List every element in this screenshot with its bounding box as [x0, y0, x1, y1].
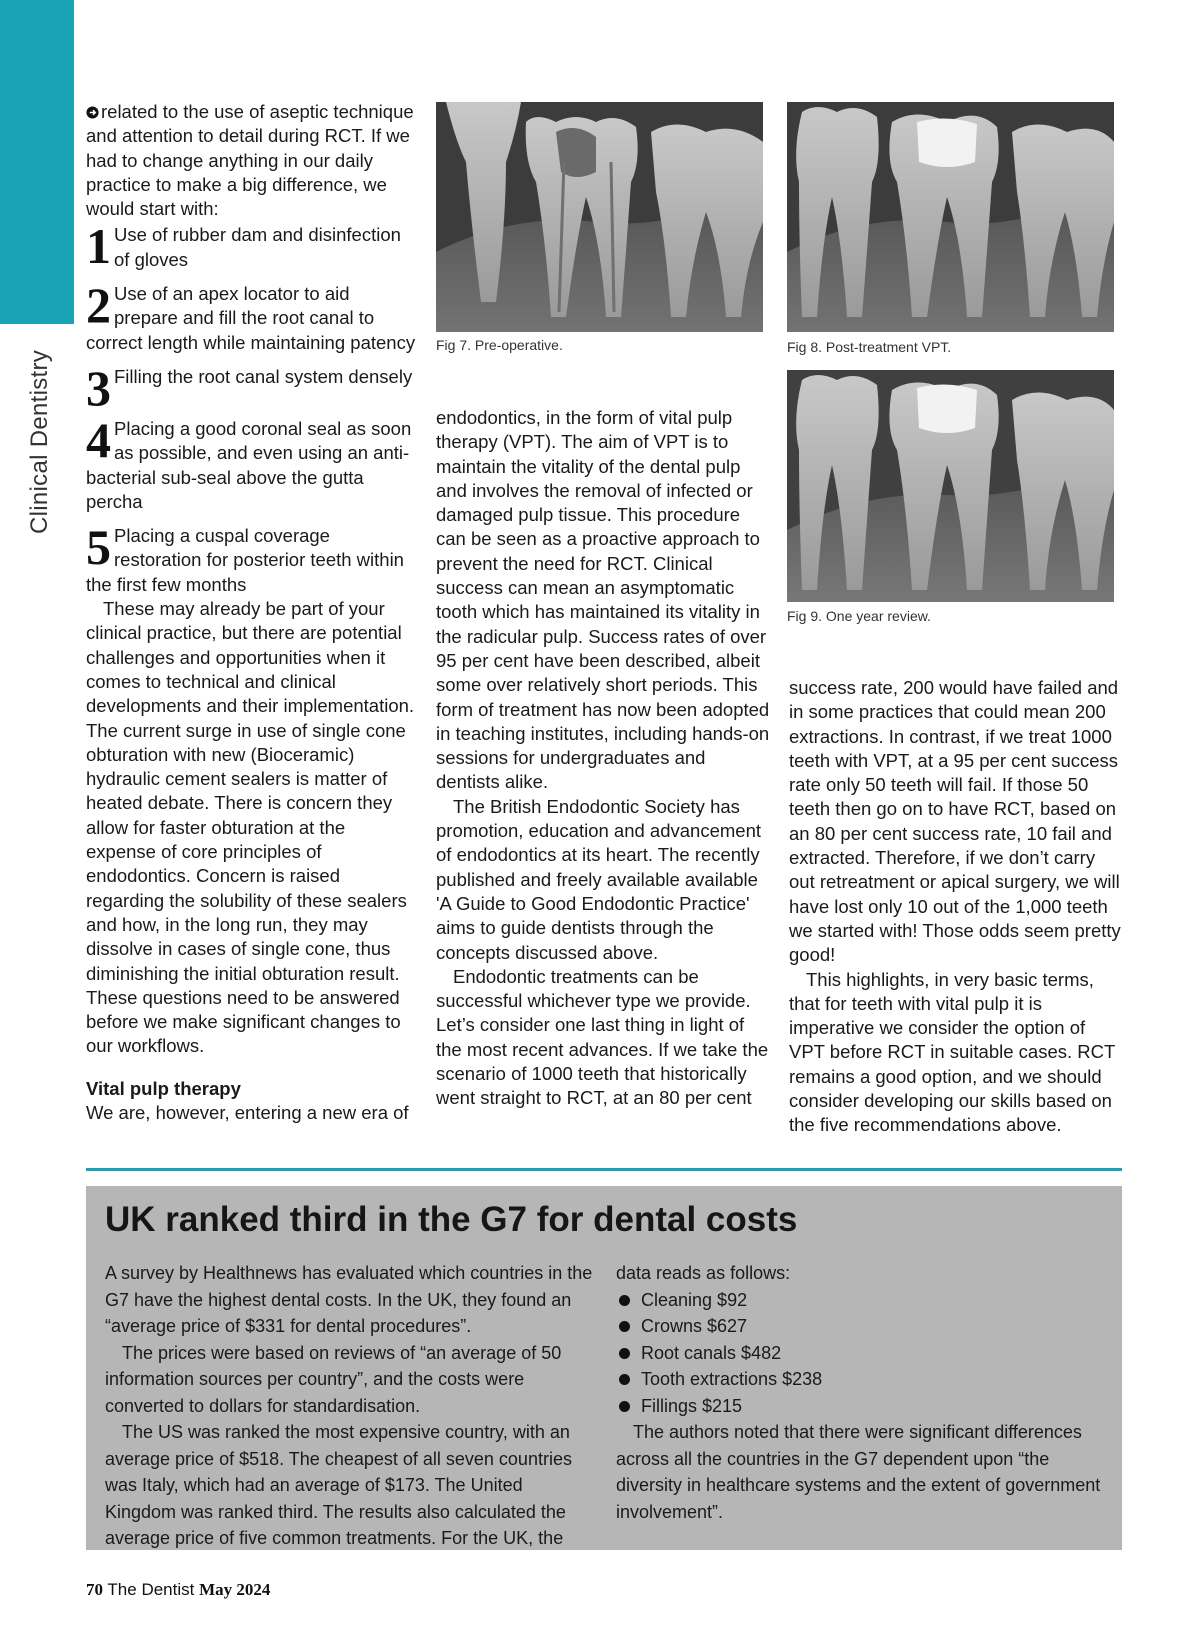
body-paragraph: data reads as follows: — [616, 1263, 791, 1283]
list-item: Root canals $482 — [616, 1340, 1106, 1367]
recommendation-item: 4 Placing a good coronal seal as soon as possible, and even using an anti-bacterial sub-seal above the gutta percha — [86, 411, 412, 512]
body-paragraph: The authors noted that there were significant differences across all the countries in the G7 dependent upon “the diversity in healthcare systems and the extent of government involvement”. — [616, 1422, 1101, 1522]
item-number: 5 — [86, 519, 111, 576]
body-paragraph: Endodontic treatments can be successful whichever type we provide. Let’s consider one last thing in light of the most recent advances. If we take the scenario of 1000 teeth that historically went straight to RCT, at an 80 per cent — [436, 965, 769, 1109]
figure-caption: Fig 9. One year review. — [787, 608, 931, 624]
item-number: 3 — [86, 359, 111, 416]
recommendation-item: 2 Use of an apex locator to aid prepare and fill the root canal to correct length while maintaining patency — [86, 277, 416, 353]
news-box-title: UK ranked third in the G7 for dental costs — [105, 1200, 798, 1239]
issue-date: May 2024 — [199, 1580, 271, 1599]
item-number: 1 — [86, 218, 111, 275]
body-paragraph: endodontics, in the form of vital pulp therapy (VPT). The aim of VPT is to maintain the vitality of the dental pulp and involves the removal of infected or damaged pulp tissue. This procedure can be seen as a proactive approach to prevent the need for RCT. Clinical success can mean an asymptomatic tooth which has maintained its vitality in the radicular pulp. Success rates of over 95 per cent have been described, albeit some over relatively short periods. This form of treatment has now been adopted in teaching institutes, including hands-on sessions for undergraduates and dentists alike. — [436, 407, 770, 793]
publication-name: The Dentist — [107, 1580, 195, 1599]
body-paragraph: This highlights, in very basic terms, that for teeth with vital pulp it is imperative we consider the option of VPT before RCT in suitable cases. RCT remains a good option, and we should consider developing our skills based on the five recommendations above. — [789, 968, 1115, 1136]
continued-arrow-icon — [86, 106, 99, 119]
figure-caption: Fig 8. Post-treatment VPT. — [787, 339, 952, 355]
recommendation-item: 1 Use of rubber dam and disinfection of gloves — [86, 218, 401, 275]
list-item: Fillings $215 — [616, 1393, 1106, 1420]
figure-caption: Fig 7. Pre-operative. — [436, 337, 563, 353]
news-box-column-1 — [105, 1260, 593, 1552]
body-paragraph: The US was ranked the most expensive country, with an average price of $518. The cheapest of all seven countries was Italy, which had an average of $173. The United Kingdom was ranked third. The results also calculated the average price of five common treatments. For the UK, the — [105, 1422, 572, 1548]
body-paragraph: The British Endodontic Society has promotion, education and advancement of endodontics at its heart. The recently published and freely available available 'A Guide to Good Endodontic Practice' aims to guide dentists through the concepts discussed above. — [436, 795, 761, 963]
article-column-2 — [436, 406, 772, 1111]
news-box — [86, 1186, 1122, 1550]
xray-image-fig7 — [436, 102, 763, 332]
xray-image-fig9 — [787, 370, 1114, 602]
bullet-icon — [619, 1321, 630, 1332]
subheading-vital-pulp-therapy: Vital pulp therapy — [86, 1077, 241, 1099]
body-paragraph: success rate, 200 would have failed and in some practices that could mean 200 extractions. In contrast, if we treat 1000 teeth with VPT, at a 95 per cent success rate only 50 teeth will fail. If those 50 teeth then go on to have RCT, based on an 80 per cent success rate, 10 fail and extracted. Therefore, if we don’t carry out retreatment or apical surgery, we will have lost only 10 out of the 1,000 teeth we started with! Those odds seem pretty good! — [789, 677, 1121, 966]
xray-image-fig8 — [787, 102, 1114, 332]
page-footer — [86, 1580, 270, 1600]
item-number: 4 — [86, 411, 111, 468]
section-label: Clinical Dentistry — [26, 349, 53, 534]
item-number: 2 — [86, 277, 111, 334]
price-list — [616, 1287, 1106, 1420]
bullet-icon — [619, 1295, 630, 1306]
recommendation-item: 3 Filling the root canal system densely — [86, 359, 413, 416]
article-column-3 — [789, 676, 1121, 1138]
body-paragraph: The prices were based on reviews of “an average of 50 information sources per country”, and the costs were converted to dollars for standardisation. — [105, 1342, 562, 1416]
body-paragraph: These may already be part of your clinical practice, but there are potential challenges and opportunities when it comes to technical and clinical developments and their implementation. The current surge in use of single cone obturation with new (Bioceramic) hydraulic cement sealers is matter of heated debate. There is concern they allow for faster obturation at the expense of core principles of endodontics. Concern is raised regarding the solubility of these sealers and how, in the long run, they may dissolve in cases of single cone, thus diminishing the initial obturation result. These questions need to be answered before we make significant changes to our workflows. — [86, 598, 415, 1057]
bullet-icon — [619, 1401, 630, 1412]
recommendation-item: 5 Placing a cuspal coverage restoration for posterior teeth within the first few months — [86, 519, 404, 595]
list-item: Tooth extractions $238 — [616, 1366, 1106, 1393]
bullet-icon — [619, 1374, 630, 1385]
article-column-1 — [86, 100, 416, 1125]
body-paragraph: A survey by Healthnews has evaluated which countries in the G7 have the highest dental costs. In the UK, they found an “average price of $331 for dental procedures”. — [105, 1263, 593, 1336]
list-item: Cleaning $92 — [616, 1287, 1106, 1314]
news-box-column-2 — [616, 1260, 1106, 1525]
page-number: 70 — [86, 1580, 103, 1599]
bullet-icon — [619, 1348, 630, 1359]
accent-sidebar-bar — [0, 0, 74, 324]
divider-rule — [86, 1168, 1122, 1171]
list-item: Crowns $627 — [616, 1313, 1106, 1340]
intro-paragraph: related to the use of aseptic technique and attention to detail during RCT. If we had to change anything in our daily practice to make a big difference, we would start with: — [86, 101, 414, 220]
body-paragraph: We are, however, entering a new era of — [86, 1101, 409, 1123]
